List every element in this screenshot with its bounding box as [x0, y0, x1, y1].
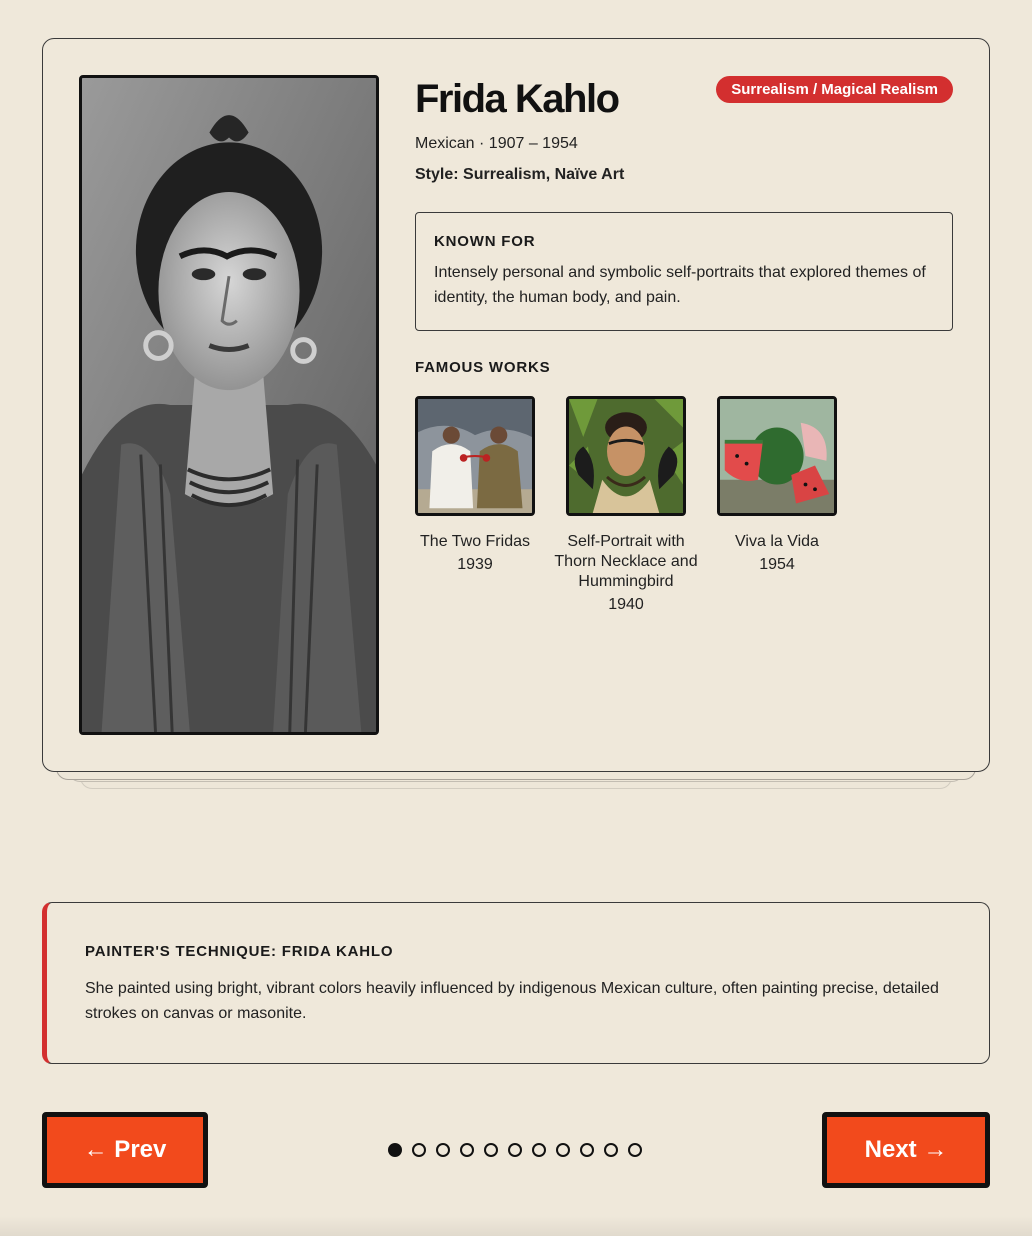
page-dot-1[interactable]	[388, 1143, 402, 1157]
next-button[interactable]: Next →	[822, 1112, 990, 1188]
page-dot-7[interactable]	[532, 1143, 546, 1157]
known-for-label: KNOWN FOR	[434, 233, 536, 250]
page-dot-9[interactable]	[580, 1143, 594, 1157]
technique-label: PAINTER'S TECHNIQUE: FRIDA KAHLO	[85, 943, 394, 960]
known-for-box	[415, 212, 953, 331]
page-dot-3[interactable]	[436, 1143, 450, 1157]
page-dot-6[interactable]	[508, 1143, 522, 1157]
famous-works-label: FAMOUS WORKS	[415, 359, 551, 376]
artist-meta: Mexican · 1907 – 1954	[415, 135, 578, 152]
work-year: 1940	[608, 596, 644, 613]
page-dot-2[interactable]	[412, 1143, 426, 1157]
page-dot-10[interactable]	[604, 1143, 618, 1157]
artist-portrait	[79, 75, 379, 735]
work-thumbnail[interactable]	[566, 396, 686, 516]
prev-button[interactable]: ← Prev	[42, 1112, 208, 1188]
technique-panel	[42, 902, 990, 1064]
pagination-dots	[388, 1143, 642, 1157]
page-dot-11[interactable]	[628, 1143, 642, 1157]
work-item-viva-la-vida[interactable]	[717, 396, 837, 615]
technique-text: She painted using bright, vibrant colors heavily influenced by indigenous Mexican culture, often painting precise, detailed strokes on canvas or masonite.	[85, 980, 939, 1022]
work-thumbnail[interactable]	[415, 396, 535, 516]
page-dot-5[interactable]	[484, 1143, 498, 1157]
work-title: Viva la Vida	[735, 533, 819, 550]
page-dot-4[interactable]	[460, 1143, 474, 1157]
artist-style: Style: Surrealism, Naïve Art	[415, 166, 625, 183]
work-title: Self-Portrait with Thorn Necklace and Hummingbird	[554, 533, 698, 590]
work-item-thorn-necklace[interactable]	[554, 396, 698, 615]
work-thumbnail[interactable]	[717, 396, 837, 516]
page-dot-8[interactable]	[556, 1143, 570, 1157]
bottom-fade	[0, 1216, 1032, 1236]
movement-badge: Surrealism / Magical Realism	[716, 76, 953, 103]
artist-info	[415, 75, 953, 615]
famous-works-list	[415, 396, 953, 615]
work-year: 1954	[759, 556, 795, 573]
known-for-text: Intensely personal and symbolic self-portraits that explored themes of identity, the human body, and pain.	[434, 264, 926, 306]
work-title: The Two Fridas	[420, 533, 530, 550]
work-item-two-fridas[interactable]	[415, 396, 535, 615]
work-year: 1939	[457, 556, 493, 573]
artist-card	[42, 38, 990, 772]
artist-name: Frida Kahlo	[415, 77, 619, 121]
